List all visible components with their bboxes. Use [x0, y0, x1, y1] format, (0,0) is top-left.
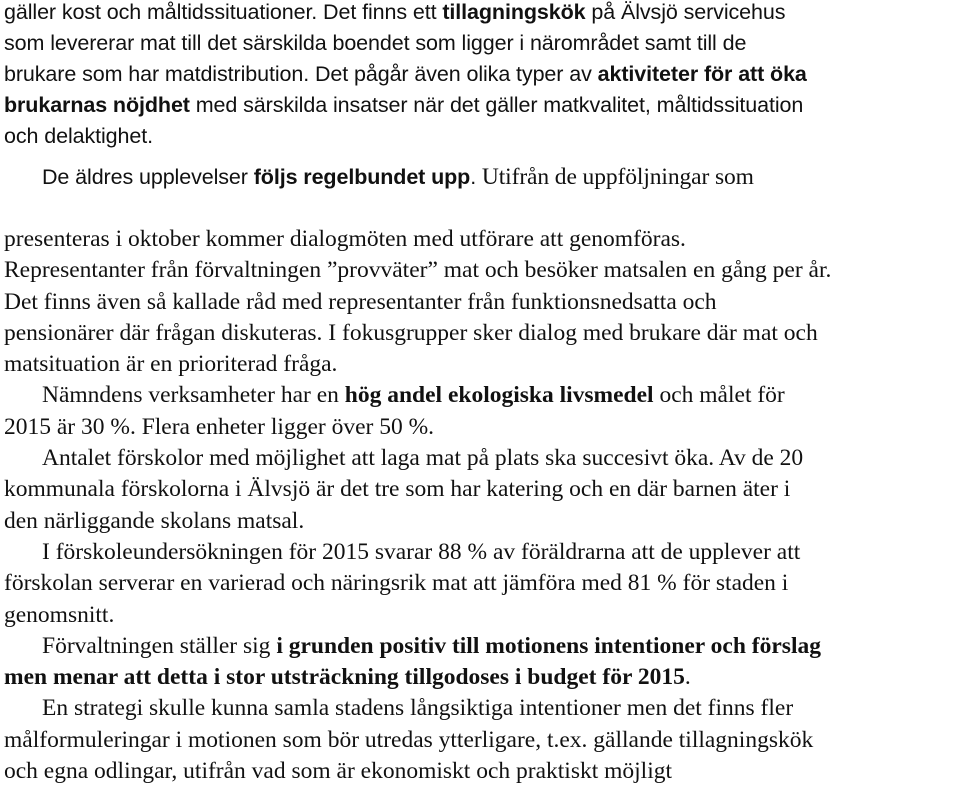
- text-line: genomsnitt.: [4, 601, 115, 628]
- text-line: Förvaltningen ställer sig i grunden positiv till motionens intentioner och förslag: [42, 632, 821, 659]
- text-line: kommunala förskolorna i Älvsjö är det tre som har katering och en där barnen äter i: [4, 476, 791, 503]
- bold-phrase: men menar att detta i stor utsträckning tillgodoses i budget för 2015: [4, 664, 685, 691]
- document-body-serif: [0, 224, 960, 787]
- bold-phrase: i grunden positiv till motionens intentioner och förslag: [276, 632, 821, 659]
- text-line: 2015 är 30 %. Flera enheter ligger över 50 %.: [4, 413, 435, 440]
- text-line: presenteras i oktober kommer dialogmöten med utförare att genomföras.: [4, 226, 686, 252]
- text-line: brukare som har matdistribution. Det pågår även olika typer av aktiviteter för att öka: [4, 62, 807, 86]
- text-line: men menar att detta i stor utsträckning tillgodoses i budget för 2015.: [4, 664, 691, 691]
- text-line: målformuleringar i motionen som bör utredas ytterligare, t.ex. gällande tillagningskök: [4, 726, 814, 753]
- text-line: En strategi skulle kunna samla stadens långsiktiga intentioner men det finns fler: [42, 695, 794, 722]
- paragraph-administration-position: [0, 631, 960, 694]
- text-line: Antalet förskolor med möjlighet att laga mat på plats ska succesivt öka. Av de 20: [42, 445, 804, 472]
- bold-phrase: hög andel ekologiska livsmedel: [344, 382, 654, 409]
- text-line: Nämndens verksamheter har en hög andel ekologiska livsmedel och målet för: [42, 382, 785, 409]
- paragraph-kitchen-activities: [0, 0, 960, 152]
- paragraph-preschools: [0, 443, 960, 537]
- text-line: gäller kost och måltidssituationer. Det finns ett tillagningskök på Älvsjö servicehus: [4, 0, 786, 24]
- paragraph-strategy: [0, 693, 960, 787]
- bold-phrase: tillagningskök: [442, 0, 586, 24]
- paragraph-follow-up-continued: [0, 224, 960, 380]
- bold-phrase: brukarnas nöjdhet: [4, 93, 190, 117]
- text-line: Det finns även så kallade råd med representanter från funktionsnedsatta och: [4, 288, 717, 315]
- text-line: brukarnas nöjdhet med särskilda insatser när det gäller matkvalitet, måltidssituation: [4, 93, 804, 117]
- bold-phrase: aktiviteter för att öka: [597, 62, 807, 86]
- text-line: I förskoleundersökningen för 2015 svarar 88 % av föräldrarna att de upplever att: [42, 538, 801, 565]
- text-line: som levererar mat till det särskilda boendet som ligger i närområdet samt till de: [4, 31, 747, 55]
- text-line: och egna odlingar, utifrån vad som är ekonomiskt och praktiskt möjligt: [4, 758, 673, 785]
- text-line: förskolan serverar en varierad och näringsrik mat att jämföra med 81 % för staden i: [4, 570, 789, 597]
- text-line: Representanter från förvaltningen ”provväter” mat och besöker matsalen en gång per år.: [4, 257, 832, 284]
- paragraph-survey: [0, 537, 960, 631]
- text-line: den närliggande skolans matsal.: [4, 507, 305, 534]
- text-line: matsituation är en prioriterad fråga.: [4, 351, 338, 378]
- paragraph-follow-up: De äldres upplevelser följs regelbundet upp. Utifrån de uppföljningar som: [42, 164, 754, 190]
- paragraph-organic-food: [0, 380, 960, 443]
- text-line: och delaktighet.: [4, 124, 154, 148]
- bold-phrase: följs regelbundet upp: [253, 165, 471, 189]
- text-line: pensionärer där frågan diskuteras. I fokusgrupper sker dialog med brukare där mat och: [4, 319, 818, 346]
